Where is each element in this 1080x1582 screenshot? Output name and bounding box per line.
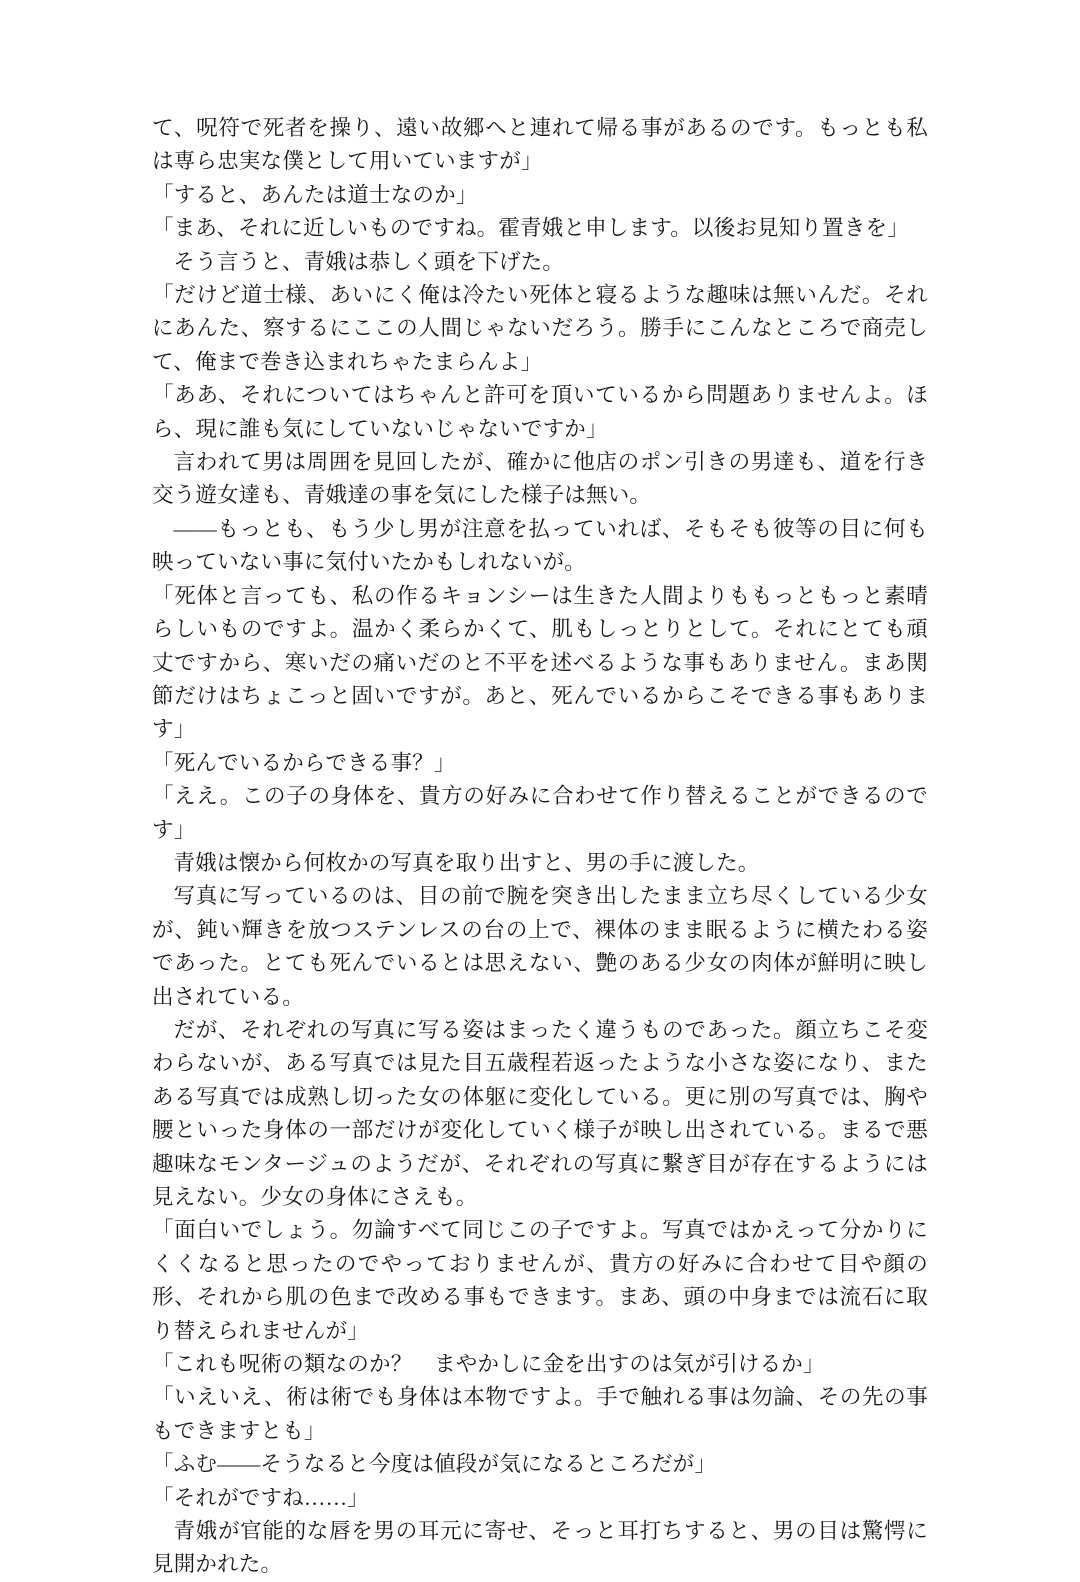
document-body	[152, 112, 928, 1582]
paragraph: 「まあ、それに近しいものですね。霍青娥と申します。以後お見知り置きを」	[152, 216, 909, 241]
paragraph: 「ああ、それについてはちゃんと許可を頂いているから問題ありませんよ。ほら、現に誰も気にしていないじゃないですか」	[152, 383, 928, 441]
paragraph: そう言うと、青娥は恭しく頭を下げた。	[173, 249, 565, 274]
paragraph: 「ふむ――そうなると今度は値段が気になるところだが」	[152, 1452, 717, 1477]
paragraph: 「だけど道士様、あいにく俺は冷たい死体と寝るような趣味は無いんだ。それにあんた、察するにここの人間じゃないだろう。勝手にこんなところで商売して、俺まで巻き込まれちゃたまらんよ」	[152, 283, 928, 374]
paragraph: 「すると、あんたは道士なのか」	[152, 182, 478, 207]
paragraph: ――もっとも、もう少し男が注意を払っていれば、そもそも彼等の目に何も映っていない事に気付いたかもしれないが。	[152, 516, 928, 575]
paragraph: 青娥は懐から何枚かの写真を取り出すと、男の手に渡した。	[173, 850, 760, 875]
paragraph: 「これも呪術の類なのか？ まやかしに金を出すのは気が引けるか」	[152, 1352, 825, 1377]
paragraph: 「死体と言っても、私の作るキョンシーは生きた人間よりももっともっと素晴らしいものですよ。温かく柔らかくて、肌もしっとりとして。それにとても頑丈ですから、寒いだの痛いだのと不平を述べるような事もありません。まあ関節だけはちょこっと固いですが。あと、死んでいるからこそできる事もあります」	[152, 583, 928, 742]
paragraph: 青娥が官能的な唇を男の耳元に寄せ、そっと耳打ちすると、男の目は驚愕に見開かれた。	[152, 1519, 928, 1577]
paragraph: 「面白いでしょう。勿論すべて同じこの子ですよ。写真ではかえって分かりにくくなると思ったのでやっておりませんが、貴方の好みに合わせて目や顔の形、それから肌の色まで改める事もできます。まあ、頭の中身までは流石に取り替えられませんが」	[152, 1218, 928, 1343]
paragraph: 「ええ。この子の身体を、貴方の好みに合わせて作り替えることができるのです」	[152, 784, 928, 842]
paragraph: 「それがですね……」	[152, 1485, 370, 1510]
paragraph: て、呪符で死者を操り、遠い故郷へと連れて帰る事があるのです。もっとも私は専ら忠実な僕として用いていますが」	[152, 116, 928, 174]
paragraph: 言われて男は周囲を見回したが、確かに他店のポン引きの男達も、道を行き交う遊女達も、青娥達の事を気にした様子は無い。	[152, 450, 928, 508]
paragraph: だが、それぞれの写真に写る姿はまったく違うものであった。顔立ちこそ変わらないが、ある写真では見た目五歳程若返ったような小さな姿になり、またある写真では成熟し切った女の体躯に変化している。更に別の写真では、胸や腰といった身体の一部だけが変化していく様子が映し出されている。まるで悪趣味なモンタージュのようだが、それぞれの写真に繋ぎ目が存在するようには見えない。少女の身体にさえも。	[152, 1017, 928, 1209]
paragraph: 写真に写っているのは、目の前で腕を突き出したまま立ち尽くしている少女が、鈍い輝きを放つステンレスの台の上で、裸体のまま眠るように横たわる姿であった。とても死んでいるとは思えない、艶のある少女の肉体が鮮明に映し出されている。	[152, 884, 928, 1009]
paragraph: 「いえいえ、術は術でも身体は本物ですよ。手で触れる事は勿論、その先の事もできますとも」	[152, 1385, 928, 1443]
paragraph: 「死んでいるからできる事？」	[152, 750, 456, 775]
